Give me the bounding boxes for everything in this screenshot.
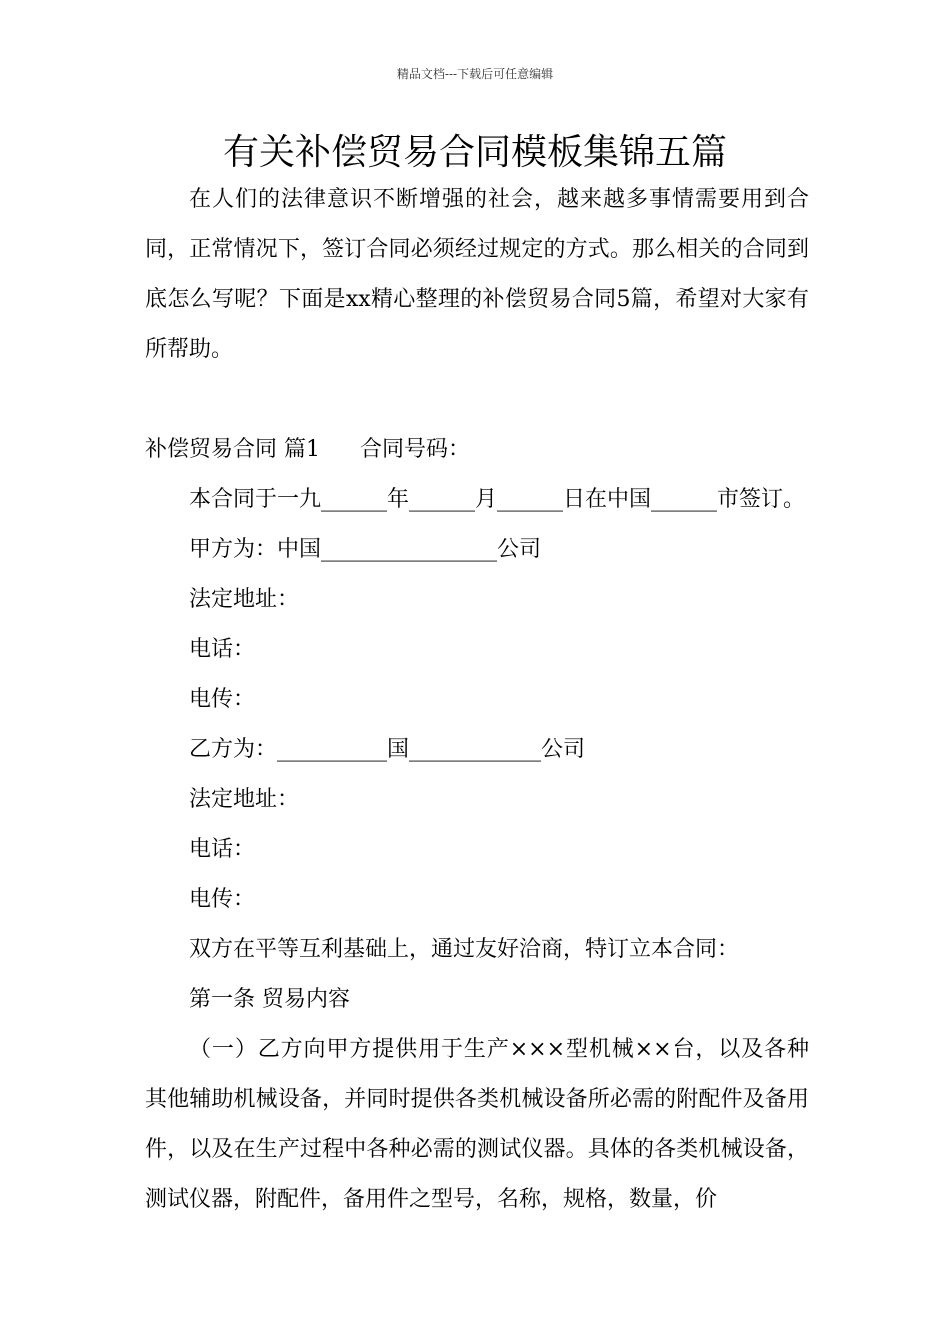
party-b-fax: 电传： — [189, 887, 256, 912]
article-1-clause-1: （一）乙方向甲方提供用于生产×××型机械××台，以及各种其他辅助机械设备，并同时提供各类机械设备所必需的附配件及备用件，以及在生产过程中各种必需的测试仪器。具体的各类机械设备，测试仪器，附配件，备用件之型号，名称，规格，数量，价 — [145, 1037, 809, 1212]
party-a-address: 法定地址： — [189, 587, 300, 612]
party-a: 甲方为：中国________________公司 — [189, 537, 542, 562]
party-b: 乙方为：__________国____________公司 — [189, 737, 586, 762]
agreement-statement: 双方在平等互利基础上，通过友好洽商，特订立本合同： — [189, 937, 740, 962]
article-1-title: 第一条 贸易内容 — [189, 987, 350, 1012]
party-a-fax: 电传： — [189, 687, 256, 712]
party-b-address: 法定地址： — [189, 787, 300, 812]
document-title: 有关补偿贸易合同模板集锦五篇 — [222, 132, 727, 173]
contract-heading — [145, 425, 809, 475]
intro-paragraph: 在人们的法律意识不断增强的社会，越来越多事情需要用到合同，正常情况下，签订合同必须经过规定的方式。那么相关的合同到底怎么写呢？下面是xx精心整理的补偿贸易合同5篇，希望对大家有所帮助。 — [145, 187, 809, 362]
contract-number-label: 合同号码： — [360, 437, 471, 462]
contract-heading-title: 补偿贸易合同 篇1 — [145, 437, 320, 462]
party-a-phone: 电话： — [189, 637, 256, 662]
party-b-phone: 电话： — [189, 837, 256, 862]
intro-section — [145, 175, 809, 375]
date-line: 本合同于一九______年______月______日在中国______市签订。 — [189, 487, 806, 512]
page-header: 精品文档---下载后可任意编辑 — [396, 67, 554, 81]
contract-section — [145, 425, 809, 1225]
